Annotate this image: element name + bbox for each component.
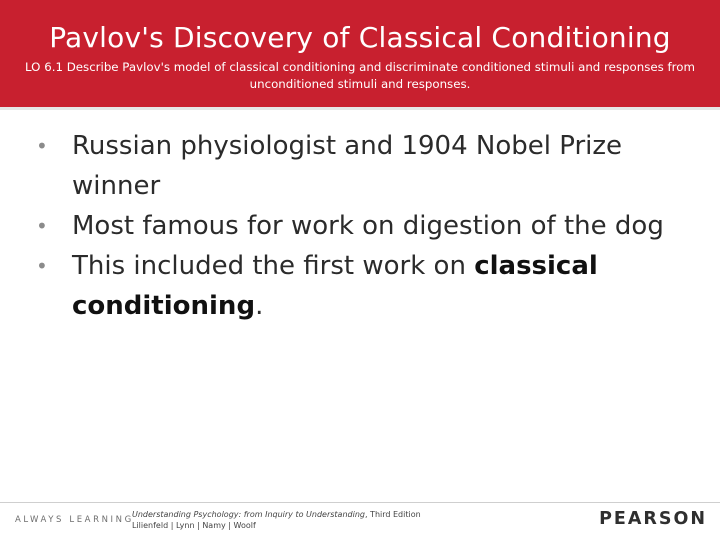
bullet-item [34, 126, 684, 206]
book-authors: Lilienfeld | Lynn | Namy | Woolf [132, 521, 256, 530]
footer-tagline: ALWAYS LEARNING [15, 515, 134, 525]
learning-objective: LO 6.1 Describe Pavlov's model of classical conditioning and discriminate conditioned stimuli and responses from unconditioned stimuli and responses. [25, 60, 695, 91]
bullet-icon: • [36, 214, 48, 238]
bullet-item [34, 246, 684, 326]
bullet-icon: • [36, 134, 48, 158]
footer [0, 503, 720, 540]
book-title: Understanding Psychology: from Inquiry to Understanding [132, 510, 365, 519]
pearson-logo: PEARSON [599, 509, 707, 529]
key-term: classical conditioning [72, 251, 598, 321]
book-edition: , Third Edition [364, 510, 421, 519]
bullet-item [34, 206, 684, 246]
bullet-icon: • [36, 254, 48, 278]
bullet-text: Russian physiologist and 1904 Nobel Prize winner [72, 131, 623, 201]
slide-title: Pavlov's Discovery of Classical Conditioning [49, 21, 671, 54]
book-citation [132, 509, 421, 531]
bullet-list [34, 126, 684, 326]
bullet-text-prefix: This included the first work on [72, 251, 475, 281]
bullet-text: Most famous for work on digestion of the dog [72, 211, 664, 241]
title-banner [0, 0, 720, 107]
bullet-text-suffix: . [255, 291, 264, 321]
header-divider [0, 107, 720, 110]
